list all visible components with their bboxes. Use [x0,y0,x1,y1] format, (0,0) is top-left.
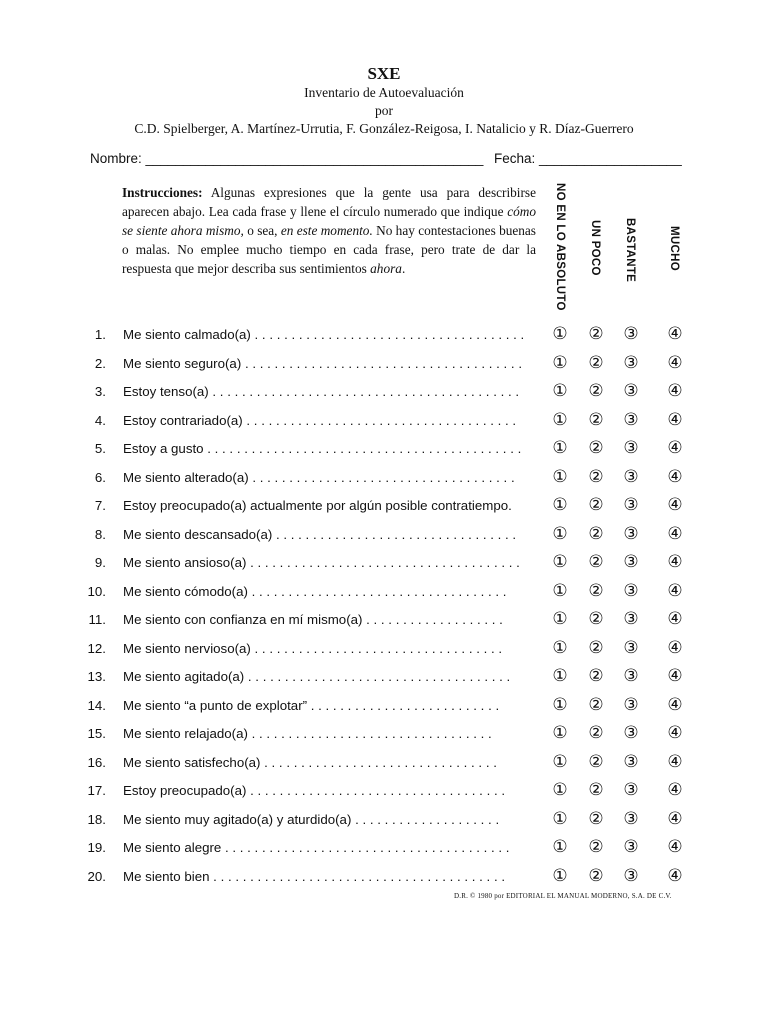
option-circle-1[interactable]: ① [552,580,568,601]
item-number: 5. [94,441,106,456]
option-circle-2[interactable]: ② [588,495,604,515]
option-circle-4[interactable]: ④ [667,865,683,886]
option-circle-1[interactable]: ① [552,666,568,686]
item-number: 7. [94,498,106,513]
option-circle-2[interactable]: ② [588,865,604,886]
option-circle-3[interactable]: ③ [623,466,639,487]
option-circle-3[interactable]: ③ [623,723,639,743]
item-number: 18. [87,811,106,827]
item-number: 14. [87,697,106,713]
option-circle-3[interactable]: ③ [623,780,639,800]
option-circle-2[interactable]: ② [588,324,604,344]
option-circle-4[interactable]: ④ [667,523,683,544]
instructions-emphasis-2: en este momento. [280,223,373,238]
item-row [0,837,768,868]
fecha-label: Fecha: [494,151,536,166]
option-circle-4[interactable]: ④ [667,381,683,401]
option-circle-2[interactable]: ② [588,609,604,629]
item-number: 3. [94,384,106,399]
option-circle-3[interactable]: ③ [623,409,639,430]
item-text: Me siento cómodo(a) . . . . . . . . . . . . . . . . . . . . . . . . . . . . . . . . . . . [123,583,507,599]
item-row [0,352,768,384]
instructions-text-2: o sea, [243,223,281,238]
option-circle-4[interactable]: ④ [667,580,683,601]
item-row [0,609,768,640]
form-subtitle: Inventario de Autoevaluación [304,85,464,100]
option-circle-3[interactable]: ③ [623,352,639,373]
option-circle-1[interactable]: ① [552,694,568,715]
item-number: 13. [87,669,106,684]
form-title: SXE [367,64,401,83]
option-circle-2[interactable]: ② [588,352,604,373]
item-number: 19. [87,840,106,855]
option-circle-1[interactable]: ① [552,409,568,430]
item-text: Me siento con confianza en mí mismo(a) . . . . . . . . . . . . . . . . . . . [123,612,503,627]
item-text: Estoy preocupado(a) actualmente por algún posible contratiempo. [123,498,512,513]
item-text: Me siento “a punto de explotar” . . . . . . . . . . . . . . . . . . . . . . . . . . [123,697,500,713]
option-circle-1[interactable]: ① [552,381,568,401]
item-row [0,466,768,498]
item-number: 10. [87,583,106,599]
option-circle-1[interactable]: ① [552,837,568,857]
option-circle-1[interactable]: ① [552,552,568,572]
option-circle-1[interactable]: ① [552,723,568,743]
instructions [122,183,536,278]
item-text: Me siento seguro(a) . . . . . . . . . . . . . . . . . . . . . . . . . . . . . . . . . . . . . . [123,355,523,371]
nombre-label: Nombre: [90,151,142,166]
item-row [0,495,768,526]
option-circle-3[interactable]: ③ [623,324,639,344]
item-text: Me siento muy agitado(a) y aturdido(a) . . . . . . . . . . . . . . . . . . . . [123,811,500,827]
column-header-no-en-lo-absoluto: NO EN LO ABSOLUTO [554,183,566,311]
option-circle-3[interactable]: ③ [623,609,639,629]
item-row [0,723,768,754]
option-circle-4[interactable]: ④ [667,666,683,686]
instructions-text-1: Algunas expresiones que la gente usa para describirse aparecen abajo. Lea cada frase y llene el círculo numerado que indique [122,185,536,219]
item-number: 12. [87,640,106,656]
option-circle-2[interactable]: ② [588,637,604,658]
item-text: Me siento satisfecho(a) . . . . . . . . . . . . . . . . . . . . . . . . . . . . . . . . [123,754,497,770]
option-circle-3[interactable]: ③ [623,438,639,458]
option-circle-1[interactable]: ① [552,780,568,800]
item-number: 20. [87,868,106,884]
nombre-line[interactable]: _____________________________________________ [145,151,484,166]
item-text: Me siento relajado(a) . . . . . . . . . . . . . . . . . . . . . . . . . . . . . . . . . [123,726,492,741]
option-circle-2[interactable]: ② [588,666,604,686]
option-circle-3[interactable]: ③ [623,865,639,886]
option-circle-4[interactable]: ④ [667,837,683,857]
option-circle-1[interactable]: ① [552,324,568,344]
item-text: Estoy a gusto . . . . . . . . . . . . . . . . . . . . . . . . . . . . . . . . . . . . . . . . . . . [123,441,522,456]
option-circle-4[interactable]: ④ [667,495,683,515]
option-circle-2[interactable]: ② [588,751,604,772]
column-header-un-poco: UN POCO [589,220,601,276]
item-row [0,438,768,469]
item-row [0,780,768,811]
item-text: Me siento alterado(a) . . . . . . . . . . . . . . . . . . . . . . . . . . . . . . . . . . . . [123,469,515,485]
option-circle-4[interactable]: ④ [667,352,683,373]
fecha-field[interactable] [494,151,682,166]
item-number: 8. [94,526,106,542]
option-circle-2[interactable]: ② [588,409,604,430]
instructions-text-3: No hay contestaciones buenas o malas. No emplee mucho tiempo en cada frase, pero trate de dar la respuesta que mejor describa sus sentimientos [122,223,536,276]
option-circle-2[interactable]: ② [588,694,604,715]
item-text: Me siento descansado(a) . . . . . . . . . . . . . . . . . . . . . . . . . . . . . . . . . [123,526,517,542]
instructions-emphasis-1: cómo se siente ahora mismo, [122,204,536,238]
por-line: por [375,103,393,118]
item-text: Me siento ansioso(a) . . . . . . . . . . . . . . . . . . . . . . . . . . . . . . . . . . . . . [123,555,520,570]
option-circle-4[interactable]: ④ [667,723,683,743]
item-number: 17. [87,783,106,798]
option-circle-4[interactable]: ④ [667,751,683,772]
item-number: 1. [94,327,106,342]
option-circle-3[interactable]: ③ [623,381,639,401]
item-text: Estoy tenso(a) . . . . . . . . . . . . . . . . . . . . . . . . . . . . . . . . . . . . . . . . . . [123,384,520,399]
option-circle-1[interactable]: ① [552,438,568,458]
item-row [0,808,768,840]
option-circle-1[interactable]: ① [552,808,568,829]
option-circle-2[interactable]: ② [588,552,604,572]
item-text: Me siento alegre . . . . . . . . . . . . . . . . . . . . . . . . . . . . . . . . . . . . . . . [123,840,510,855]
item-text: Me siento bien . . . . . . . . . . . . . . . . . . . . . . . . . . . . . . . . . . . . . . . . [123,868,506,884]
option-circle-3[interactable]: ③ [623,837,639,857]
item-row [0,751,768,783]
option-circle-3[interactable]: ③ [623,523,639,544]
instructions-text-4: . [401,261,406,276]
option-circle-3[interactable]: ③ [623,495,639,515]
item-text: Me siento calmado(a) . . . . . . . . . . . . . . . . . . . . . . . . . . . . . . . . . . . . . [123,327,525,342]
option-circle-1[interactable]: ① [552,495,568,515]
item-row [0,666,768,697]
option-circle-3[interactable]: ③ [623,694,639,715]
option-circle-3[interactable]: ③ [623,580,639,601]
option-circle-1[interactable]: ① [552,865,568,886]
option-circle-3[interactable]: ③ [623,666,639,686]
item-number: 15. [87,726,106,741]
option-circle-4[interactable]: ④ [667,694,683,715]
option-circle-1[interactable]: ① [552,523,568,544]
item-text: Estoy preocupado(a) . . . . . . . . . . . . . . . . . . . . . . . . . . . . . . . . . . . [123,783,506,798]
column-header-mucho: MUCHO [668,226,680,271]
option-circle-2[interactable]: ② [588,438,604,458]
item-row [0,324,768,355]
option-circle-4[interactable]: ④ [667,438,683,458]
option-circle-2[interactable]: ② [588,723,604,743]
option-circle-3[interactable]: ③ [623,637,639,658]
item-number: 2. [94,355,106,371]
fecha-line[interactable]: ___________________ [539,151,682,166]
option-circle-4[interactable]: ④ [667,552,683,572]
item-number: 16. [87,754,106,770]
item-row [0,409,768,441]
option-circle-2[interactable]: ② [588,381,604,401]
option-circle-2[interactable]: ② [588,837,604,857]
option-circle-2[interactable]: ② [588,466,604,487]
copyright-footer: D.R. © 1980 por EDITORIAL EL MANUAL MODERNO, S.A. DE C.V. [454,892,672,900]
option-circle-4[interactable]: ④ [667,409,683,430]
instructions-emphasis-3: ahora [370,261,402,276]
option-circle-3[interactable]: ③ [623,552,639,572]
nombre-field[interactable] [90,151,483,166]
option-circle-1[interactable]: ① [552,637,568,658]
option-circle-1[interactable]: ① [552,466,568,487]
item-row [0,523,768,555]
option-circle-1[interactable]: ① [552,352,568,373]
item-text: Estoy contrariado(a) . . . . . . . . . . . . . . . . . . . . . . . . . . . . . . . . . . . . . [123,412,517,428]
item-row [0,381,768,412]
item-row [0,580,768,612]
option-circle-4[interactable]: ④ [667,637,683,658]
option-circle-2[interactable]: ② [588,523,604,544]
item-number: 6. [94,469,106,485]
column-header-bastante: BASTANTE [624,218,636,283]
item-row [0,694,768,726]
option-circle-4[interactable]: ④ [667,808,683,829]
option-circle-3[interactable]: ③ [623,808,639,829]
item-row [0,637,768,669]
option-circle-4[interactable]: ④ [667,609,683,629]
item-number: 9. [94,555,106,570]
instructions-label: Instrucciones: [122,185,203,200]
option-circle-3[interactable]: ③ [623,751,639,772]
option-circle-4[interactable]: ④ [667,324,683,344]
option-circle-1[interactable]: ① [552,609,568,629]
option-circle-4[interactable]: ④ [667,780,683,800]
item-number: 4. [94,412,106,428]
item-text: Me siento nervioso(a) . . . . . . . . . . . . . . . . . . . . . . . . . . . . . . . . . . [123,640,503,656]
option-circle-2[interactable]: ② [588,780,604,800]
item-number: 11. [88,612,106,627]
option-circle-4[interactable]: ④ [667,466,683,487]
option-circle-2[interactable]: ② [588,808,604,829]
authors-line: C.D. Spielberger, A. Martínez-Urrutia, F. González-Reigosa, I. Natalicio y R. Díaz-Guerrero [134,121,634,136]
item-text: Me siento agitado(a) . . . . . . . . . . . . . . . . . . . . . . . . . . . . . . . . . . . . [123,669,511,684]
item-row [0,552,768,583]
option-circle-1[interactable]: ① [552,751,568,772]
option-circle-2[interactable]: ② [588,580,604,601]
